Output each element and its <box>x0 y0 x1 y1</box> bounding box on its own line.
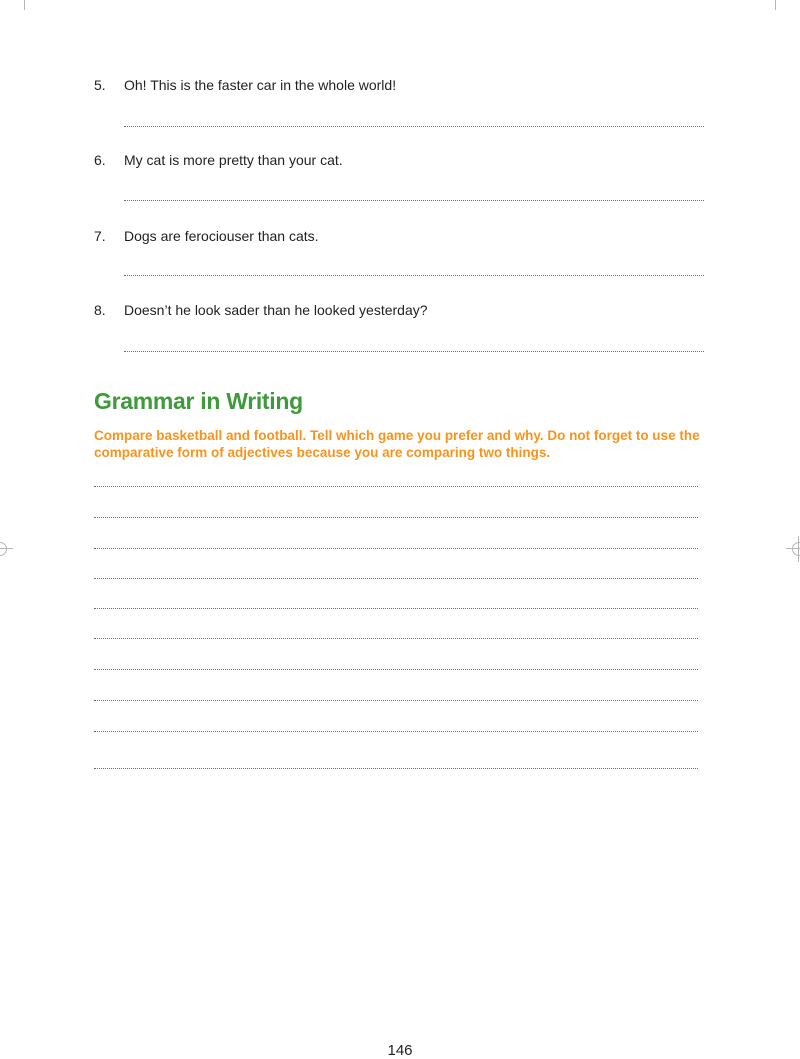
writing-line[interactable] <box>94 608 698 609</box>
item-sentence: Doesn’t he look sader than he looked yesterday? <box>124 302 428 318</box>
writing-line[interactable] <box>94 768 698 769</box>
page-number: 146 <box>387 1042 413 1059</box>
item-number: 6. <box>94 152 106 168</box>
writing-line[interactable] <box>94 486 698 487</box>
item-number: 5. <box>94 77 106 93</box>
crop-mark-top-left <box>24 0 25 10</box>
writing-line[interactable] <box>94 517 698 518</box>
writing-line[interactable] <box>94 548 698 549</box>
answer-line-8[interactable] <box>124 351 704 352</box>
writing-line[interactable] <box>94 669 698 670</box>
registration-mark-right <box>792 542 800 556</box>
item-sentence: Oh! This is the faster car in the whole world! <box>124 77 397 93</box>
item-number: 7. <box>94 228 106 244</box>
exercise-item-5 <box>94 77 714 97</box>
section-heading: Grammar in Writing <box>94 388 303 414</box>
writing-line[interactable] <box>94 731 698 732</box>
writing-line[interactable] <box>94 638 698 639</box>
answer-line-7[interactable] <box>124 275 704 276</box>
writing-instructions: Compare basketball and football. Tell which game you prefer and why. Do not forget to use the comparative form of adjectives because you are comparing two things. <box>94 428 700 460</box>
item-number: 8. <box>94 302 106 318</box>
writing-line[interactable] <box>94 700 698 701</box>
exercise-item-6 <box>94 152 714 172</box>
item-sentence: Dogs are ferociouser than cats. <box>124 228 319 244</box>
answer-line-5[interactable] <box>124 126 704 127</box>
writing-line[interactable] <box>94 578 698 579</box>
registration-mark-left <box>0 542 7 556</box>
answer-line-6[interactable] <box>124 200 704 201</box>
item-sentence: My cat is more pretty than your cat. <box>124 152 343 168</box>
exercise-item-8 <box>94 302 714 322</box>
exercise-item-7 <box>94 228 714 248</box>
crop-mark-top-right <box>775 0 776 10</box>
